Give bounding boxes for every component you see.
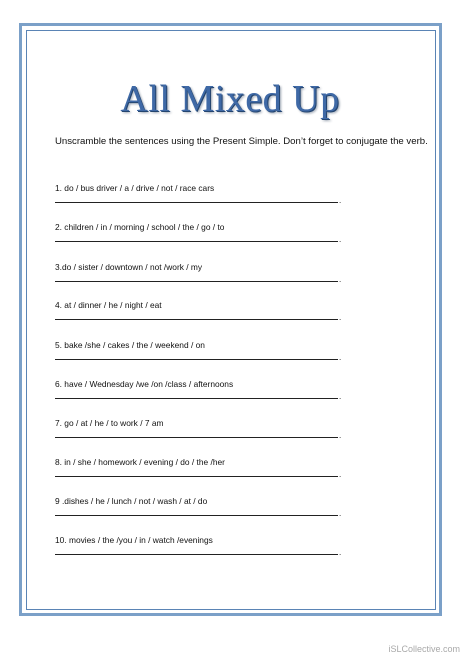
scrambled-words: 6. have / Wednesday /we /on /class / afternoons [55, 379, 234, 389]
instructions-text: Unscramble the sentences using the Present Simple. Don’t forget to conjugate the verb. [55, 136, 428, 147]
exercise-item-5 [55, 340, 355, 362]
answer-line[interactable] [55, 554, 338, 555]
line-end-period: . [339, 431, 342, 440]
exercise-item-2 [55, 222, 355, 244]
line-end-period: . [339, 275, 342, 284]
scrambled-words: 8. in / she / homework / evening / do / the /her [55, 457, 225, 467]
exercise-item-10 [55, 535, 355, 557]
scrambled-words: 3.do / sister / downtown / not /work / my [55, 262, 203, 272]
answer-line[interactable] [55, 437, 338, 438]
answer-line[interactable] [55, 398, 338, 399]
answer-line[interactable] [55, 281, 338, 282]
line-end-period: . [339, 313, 342, 322]
line-end-period: . [339, 509, 342, 518]
exercise-item-3 [55, 262, 355, 284]
line-end-period: . [339, 548, 342, 557]
line-end-period: . [339, 353, 342, 362]
exercise-item-7 [55, 418, 355, 440]
scrambled-words: 5. bake /she / cakes / the / weekend / on [55, 340, 205, 350]
line-end-period: . [339, 392, 342, 401]
scrambled-words: 4. at / dinner / he / night / eat [55, 300, 162, 310]
line-end-period: . [339, 235, 342, 244]
worksheet-title: All Mixed Up [120, 78, 340, 120]
answer-line[interactable] [55, 359, 338, 360]
answer-line[interactable] [55, 241, 338, 242]
scrambled-words: 2. children / in / morning / school / the / go / to [55, 222, 225, 232]
exercise-item-9 [55, 496, 355, 518]
exercise-item-1 [55, 183, 355, 205]
site-watermark: iSLCollective.com [388, 644, 460, 654]
line-end-period: . [339, 196, 342, 205]
scrambled-words: 7. go / at / he / to work / 7 am [55, 418, 164, 428]
answer-line[interactable] [55, 515, 338, 516]
scrambled-words: 10. movies / the /you / in / watch /evenings [55, 535, 213, 545]
scrambled-words: 9 .dishes / he / lunch / not / wash / at / do [55, 496, 208, 506]
answer-line[interactable] [55, 319, 338, 320]
answer-line[interactable] [55, 202, 338, 203]
scrambled-words: 1. do / bus driver / a / drive / not / race cars [55, 183, 215, 193]
exercise-item-8 [55, 457, 355, 479]
line-end-period: . [339, 470, 342, 479]
exercise-item-4 [55, 300, 355, 322]
answer-line[interactable] [55, 476, 338, 477]
exercise-item-6 [55, 379, 355, 401]
